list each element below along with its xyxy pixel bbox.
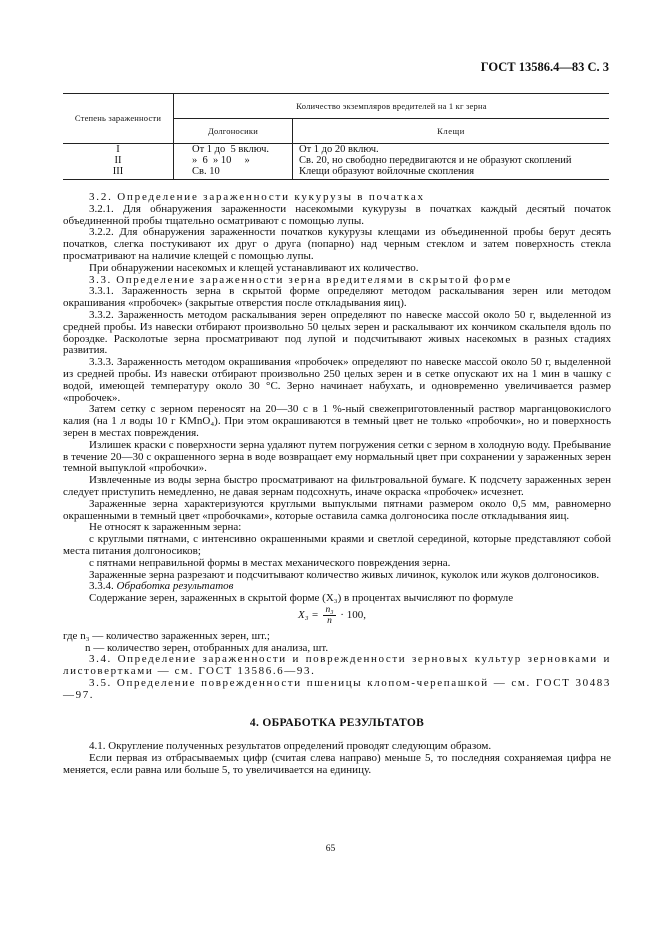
formula-fraction: $\frac{\text{n₃}}{n}$ — [325, 604, 334, 626]
table-header-mites: Клещи — [293, 119, 610, 144]
table-row: II » 6 » 10 » Св. 20, но свободно передвигаются и не образуют скоплений — [63, 155, 609, 166]
page-header: ГОСТ 13586.4—83 С. 3 — [480, 60, 609, 74]
formula-rhs: · 100, — [340, 608, 366, 621]
page-number: 65 — [325, 844, 336, 854]
para-count: При обнаружении насекомых и клещей устанавливают их количество. — [89, 261, 419, 274]
para-3-3-1: 3.3.1. Зараженность зерна в скрытой форме определяют методом раскалывания зерен или методом окрашивания «пробочек» (закрытые отверстия после откладывания яиц). — [63, 285, 611, 310]
para-3-3: 3.3. Определение зараженности зерна вредителями в скрытой форме — [89, 273, 512, 286]
para-where-2: n — количество зерен, отобранных для анализа, шт. — [85, 641, 329, 654]
formula — [63, 605, 611, 631]
para-where-1: где n₃ — количество зараженных зерен, шт.; — [63, 629, 270, 642]
processing-title: Обработка результатов — [116, 580, 234, 593]
para-extracted: Извлеченные из воды зерна быстро просматривают на фильтровальной бумаге. К подсчету зараженных зерен следует приступить немедленно, не давая зернам подсохнуть, иначе окраска «пробочек» исчезнет. — [63, 474, 611, 498]
formula-lhs: X₃ = — [298, 608, 319, 621]
para-cut: Зараженные зерна разрезают и подсчитывают количество живых личинок, куколок или жуков долгоносиков. — [89, 568, 600, 581]
para-round: с круглыми пятнами, с интенсивно окрашенными краями и светлой серединой, которые представляют собой места питания долгоносиков; — [63, 533, 611, 557]
para-3-4: 3.4. Определение зараженности и поврежденности зерновых культур зерновками и листовертками — см. ГОСТ 13586.6—93. — [63, 653, 611, 678]
para-excess: Излишек краски с поверхности зерна удаляют путем погружения сетки с зерном в холодную воду. Пребывание в течение 20—30 с окрашенного зерна в воде возвращает ему нормальный цвет при сохранении у зараженных зерен темной выпуклой «пробочки». — [63, 438, 611, 475]
para-3-2-1: 3.2.1. Для обнаружения зараженности насекомыми кукурузы в початках каждый десятый початок объединенной пробы тщательно осматривают с помощью лупы. — [63, 202, 611, 227]
para-3-3-2: 3.3.2. Зараженность методом раскалывания зерен определяют по навеске массой около 50 г, выделенной из средней пробы. Из навески отбирают произвольно 50 целых зерен и раскалывают их кончиком скальпеля вдоль по бороздке. Расколотые зерна просматривают под лупой и подсчитывают живых насекомых в разных стадиях развития. — [63, 308, 611, 357]
body-text — [63, 192, 611, 777]
table-header-count: Количество экземпляров вредителей на 1 кг зерна — [174, 94, 610, 119]
table-header-weevils: Долгоносики — [174, 119, 293, 144]
para-round-rule: Если первая из отбрасываемых цифр (считая слева направо) меньше 5, то последняя сохраняемая цифра не меняется, если равна или больше 5, то увеличивается на единицу. — [63, 752, 611, 777]
para-3-2-2: 3.2.2. Для обнаружения зараженности початков кукурузы клещами из объединенной пробы берут десять початков, слегка постукивают их друг о друга (попарно) над черным стеклом и затем поверхность стекла просматривают на наличие клещей с помощью лупы. — [63, 226, 611, 262]
table-header-degree: Степень зараженности — [63, 94, 174, 144]
para-infected: Зараженные зерна характеризуются круглыми выпуклыми пятнами размером около 0,5 мм, равномерно окрашенными в темный цвет «пробочками», которые оставила самка долгоносика после откладывания яиц. — [63, 497, 611, 522]
para-3-3-4: 3.3.4. Обработка результатов — [89, 580, 234, 593]
para-irregular: с пятнами неправильной формы в местах механического повреждения зерна. — [89, 556, 451, 569]
infestation-table — [63, 93, 609, 180]
para-content: Содержание зерен, зараженных в скрытой форме (X₃) в процентах вычисляют по формуле — [89, 592, 514, 605]
table-row: III Св. 10 Клещи образуют войлочные скопления — [63, 166, 609, 180]
para-3-5: 3.5. Определение поврежденности пшеницы клопом-черепашкой — см. ГОСТ 30483—97. — [63, 677, 611, 701]
para-3-2: 3.2. Определение зараженности кукурузы в початках — [89, 191, 425, 203]
para-not: Не относят к зараженным зерна: — [89, 521, 242, 534]
para-3-3-3: 3.3.3. Зараженность методом окрашивания «пробочек» определяют по навеске массой около 50 г, выделенной из средней пробы. Из навески отбирают произвольно 250 целых зерен и в сетке опускают их на 1 мин в чашку с водой, имеющей температуру около 30 °С. Зерно начинает набухать, и одновременно увеличивается размер «пробочек». — [63, 356, 611, 404]
para-4-1: 4.1. Округление полученных результатов определений проводят следующим образом. — [89, 740, 492, 753]
section-4-title: 4. ОБРАБОТКА РЕЗУЛЬТАТОВ — [249, 716, 425, 729]
para-net: Затем сетку с зерном переносят на 20—30 с в 1 %-ный свежеприготовленный раствор марганцовокислого калия (на 1 л воды 10 г KMnO₄). При этом окрашиваются в темный цвет не только «пробочки», но и поверхность зерен в местах повреждения. — [63, 403, 611, 439]
table-row: I От 1 до 5 включ. От 1 до 20 включ. — [63, 144, 609, 156]
